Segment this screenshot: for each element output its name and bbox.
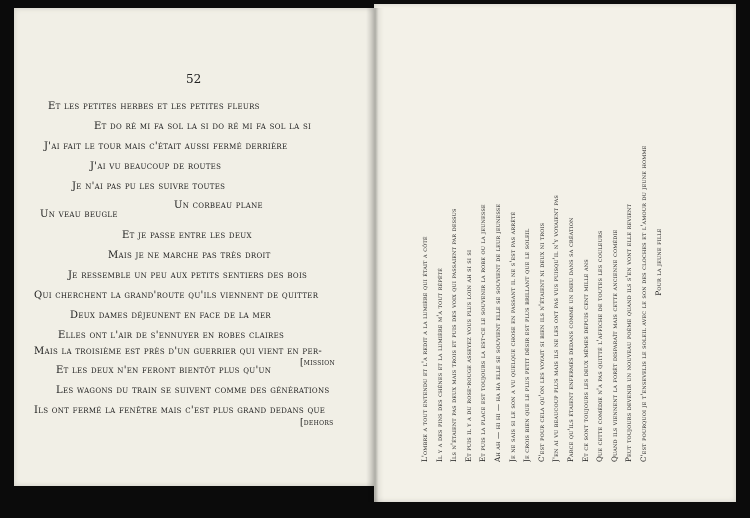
verse-line: J'ai vu beaucoup de routes <box>90 161 222 172</box>
verse-line-continuation: [mission <box>300 358 336 368</box>
verse-line: Parce qu'ils étaient enfermés dedans comme un dieu dans sa création <box>565 217 575 462</box>
verse-line: Et les deux n'en feront bientôt plus qu'un <box>56 365 272 376</box>
verse-line: Elles ont l'air de s'ennuyer en robes claires <box>58 330 285 341</box>
verse-line: Un corbeau plane <box>174 200 263 211</box>
verse-line: Qui cherchent la grand'route qu'ils viennent de quitter <box>34 290 319 301</box>
right-page-text-area <box>374 4 736 502</box>
verse-line-continuation: [dehors <box>300 418 334 428</box>
verse-line: Et puis la place est toujours la est-ce le souvenir la robe ou la jeunesse <box>478 204 488 462</box>
verse-line-final: Pour la jeune fille <box>653 228 663 296</box>
rotated-verse <box>418 62 666 462</box>
verse-line: Un veau beugle <box>40 209 118 220</box>
verse-line: Que cette comédie n'a pas quitté l'affiche de toutes les couleurs <box>595 230 605 462</box>
verse-line: Et ce sont toujours les deux mêmes depuis cent mille ans <box>580 259 590 462</box>
verse-line: L'ombre a tout entendu et l'a redit a la lumière qui était a côté <box>420 236 429 462</box>
verse-line: Ah ah — hi hi — ha ha elle se souvient elle se souvient de leur jeunesse <box>492 203 502 462</box>
verse-line: Je ne sais si le son a vu quelque chose en passant il ne s'est pas arrêté <box>507 211 517 462</box>
verse-line: C'est pour cela qu'on les voyait si bien ils n'étaient ni deux ni trois <box>536 222 546 462</box>
verse-line: Ils n'étaient pas deux mais trois et puis des voix qui passaient par dessus <box>449 208 459 462</box>
verse-line: J'en ai vu beaucoup plus mais ils ne les ont pas vus puisqu'il n'y voyaient pas <box>551 195 561 462</box>
verse-line: Je ressemble un peu aux petits sentiers des bois <box>68 270 308 281</box>
verse-line: Et do ré mi fa sol la si do ré mi fa sol la si <box>94 121 312 132</box>
verse-line: Ils ont fermé la fenêtre mais c'est plus grand dedans que <box>34 405 326 416</box>
verse-line: Les wagons du train se suivent comme des générations <box>56 385 330 396</box>
verse-line: C'est pourquoi je t'ensevelis le soleil avec le son des cloches et l'amour du jeune homme <box>638 145 648 462</box>
verse-line: Deux dames déjeunent en face de la mer <box>70 310 271 321</box>
verse-line: Et puis il y a du rose-rouge asseyez vous plus loin ah si si si <box>463 249 473 462</box>
verse-line: Et les petites herbes et les petites fleurs <box>48 101 260 112</box>
verse-line: Je crois bien que le plus petit désir est plus brillant que le soleil <box>522 228 532 462</box>
verse-line: Peut toujours devenir un nouveau poème quand ils s'en vont elle revient <box>624 203 634 462</box>
verse-line: Je n'ai pas pu les suivre toutes <box>72 181 226 192</box>
verse-line: J'ai fait le tour mais c'était aussi fermé derrière <box>44 141 288 152</box>
verse-line: Et je passe entre les deux <box>122 230 252 241</box>
verse-line: Mais la troisième est près d'un guerrier qui vient en per- <box>34 346 323 357</box>
verse-line: Mais je ne marche pas très droit <box>108 250 271 261</box>
left-page <box>14 8 374 486</box>
left-verse <box>14 8 374 486</box>
page-number: 52 <box>186 72 202 86</box>
verse-line: Quand ils viennent la forêt disparaît mais cette ancienne comédie <box>609 229 619 462</box>
verse-line: Il y a des pins des chênes et la lumière m'a tout répété <box>434 268 444 462</box>
